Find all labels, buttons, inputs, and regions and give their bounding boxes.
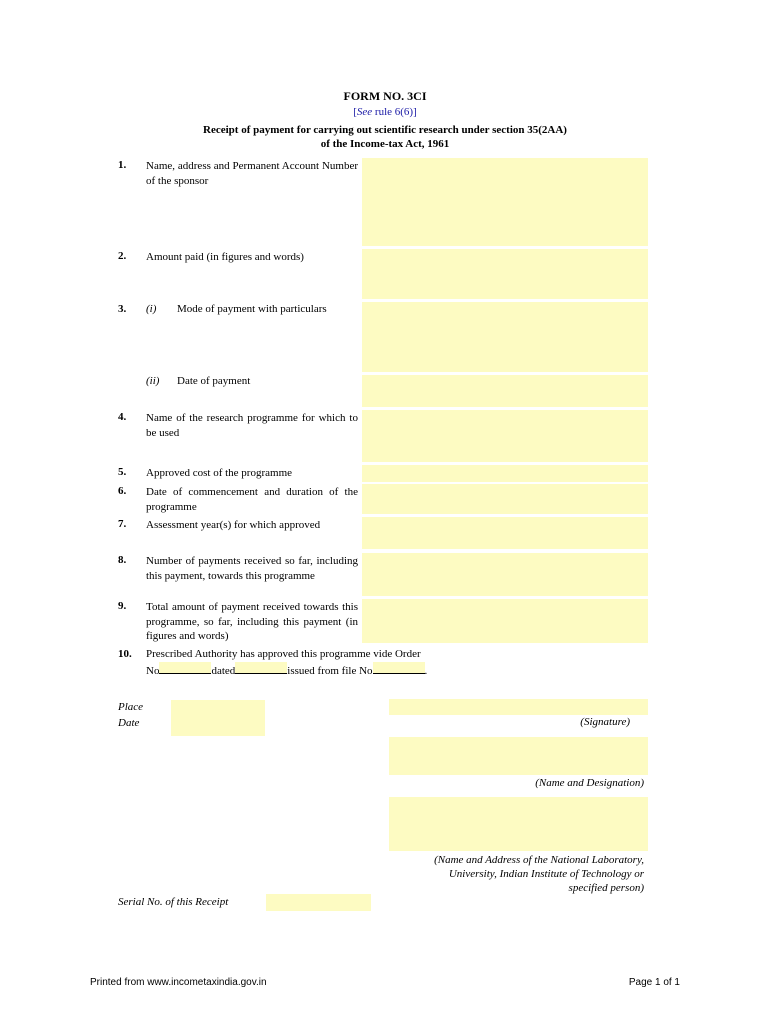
item-9-number: 9.	[118, 600, 127, 612]
item-8-number: 8.	[118, 554, 127, 566]
order-date-field[interactable]	[235, 662, 287, 674]
serial-number-label: Serial No. of this Receipt	[118, 896, 229, 908]
name-address-line2: University, Indian Institute of Technology or	[448, 868, 644, 880]
rule-text: rule 6(6)]	[372, 106, 417, 118]
item-7-number: 7.	[118, 518, 127, 530]
order-number-field[interactable]	[159, 662, 211, 674]
item-2-label: Amount paid (in figures and words)	[146, 251, 304, 263]
signature-label: (Signature)	[580, 716, 630, 728]
footer-source: Printed from www.incometaxindia.gov.in	[90, 977, 267, 988]
item-3-number: 3.	[118, 303, 127, 315]
item-2-number: 2.	[118, 250, 127, 262]
name-designation-label: (Name and Designation)	[535, 777, 644, 789]
name-address-line3: specified person)	[568, 882, 644, 894]
commencement-duration-field[interactable]	[362, 484, 648, 514]
amount-paid-field[interactable]	[362, 249, 648, 299]
item-10-number: 10.	[118, 648, 132, 660]
total-payment-field[interactable]	[362, 599, 648, 643]
signature-field[interactable]	[389, 699, 648, 715]
rule-see: See	[356, 106, 373, 118]
serial-number-field[interactable]	[266, 894, 371, 911]
form-number: FORM NO. 3CI	[343, 89, 427, 103]
item-8-label: Number of payments received so far, including this payment, towards this programme	[146, 555, 358, 582]
form-title-line1: Receipt of payment for carrying out scientific research under section 35(2AA)	[203, 124, 567, 136]
place-label: Place	[118, 701, 144, 713]
item-6-label: Date of commencement and duration of the programme	[146, 486, 358, 513]
footer-page-number: Page 1 of 1	[628, 977, 680, 988]
item-6-number: 6.	[118, 485, 127, 497]
approved-cost-field[interactable]	[362, 465, 648, 482]
place-date-field[interactable]	[171, 700, 265, 736]
item-3-label-ii: Date of payment	[177, 375, 251, 387]
issued-label: issued from file No	[287, 665, 373, 677]
item-4-label: Name of the research programme for which to be used	[146, 412, 358, 439]
research-programme-field[interactable]	[362, 410, 648, 462]
payments-count-field[interactable]	[362, 553, 648, 596]
date-label: Date	[118, 717, 140, 729]
item-3-sub-ii: (ii)	[146, 375, 160, 387]
name-address-field[interactable]	[389, 797, 648, 851]
item-3-label-i: Mode of payment with particulars	[177, 303, 327, 315]
item-10-line1: Prescribed Authority has approved this programme vide Order	[146, 648, 421, 660]
assessment-year-field[interactable]	[362, 517, 648, 549]
order-no-label: No	[146, 665, 160, 677]
rule-reference	[0, 106, 770, 118]
item-1-label: Name, address and Permanent Account Number of the sponsor	[146, 160, 358, 187]
item-5-label: Approved cost of the programme	[146, 467, 293, 479]
item-9-label: Total amount of payment received towards this programme, so far, including this payment (in figures and words)	[146, 601, 358, 642]
payment-mode-field[interactable]	[362, 302, 648, 372]
dated-label: dated	[211, 665, 236, 677]
form-title-line2: of the Income-tax Act, 1961	[320, 138, 450, 150]
sponsor-details-field[interactable]	[362, 158, 648, 246]
item-5-number: 5.	[118, 466, 127, 478]
item-7-label: Assessment year(s) for which approved	[146, 519, 321, 531]
name-designation-field[interactable]	[389, 737, 648, 775]
item-3-sub-i: (i)	[146, 303, 157, 315]
file-number-field[interactable]	[373, 662, 425, 674]
name-address-line1: (Name and Address of the National Laboratory,	[434, 854, 644, 866]
item-1-number: 1.	[118, 159, 127, 171]
item-4-number: 4.	[118, 411, 127, 423]
payment-date-field[interactable]	[362, 375, 648, 407]
item-10-line2	[146, 662, 427, 677]
rule-bracket: [	[353, 106, 357, 118]
item-10-end: .	[424, 665, 428, 677]
